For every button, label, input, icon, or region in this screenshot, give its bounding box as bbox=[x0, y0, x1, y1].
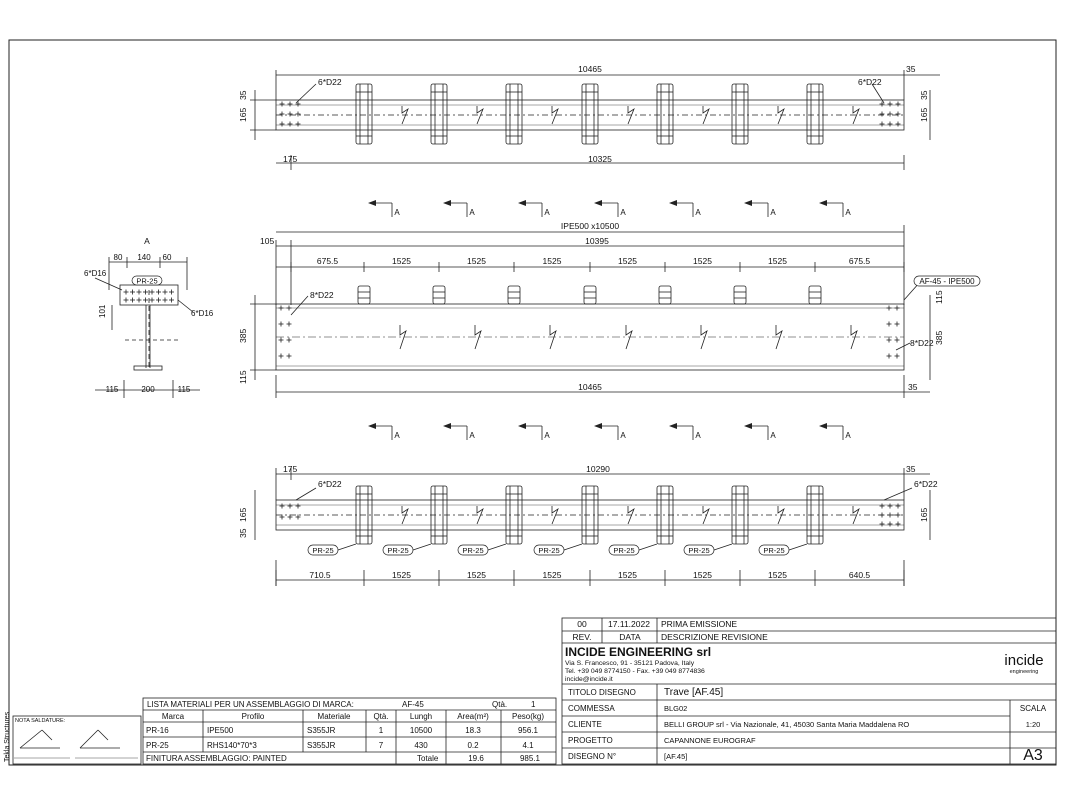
desc-label: DESCRIZIONE REVISIONE bbox=[661, 632, 768, 642]
materials-title: LISTA MATERIALI PER UN ASSEMBLAGGIO DI MARCA: bbox=[147, 700, 354, 709]
top-plates bbox=[356, 84, 859, 144]
commessa-label: COMMESSA bbox=[568, 704, 615, 713]
materials-finish: FINITURA ASSEMBLAGGIO: PAINTED bbox=[146, 754, 287, 763]
bottom-plate-tags bbox=[308, 486, 859, 555]
bottom-bolts-left: 6*D22 bbox=[318, 479, 342, 489]
progetto-label: PROGETTO bbox=[568, 736, 613, 745]
disegno-label: DISEGNO N° bbox=[568, 752, 617, 761]
bottom-spacing-label: 1525 bbox=[542, 570, 562, 580]
section-mark bbox=[594, 200, 626, 217]
company-phone: Tel. +39 049 8774150 - Fax. +39 049 8774836 bbox=[565, 668, 705, 675]
top-stiffener-plate bbox=[506, 84, 522, 144]
top-stiffener-plate bbox=[582, 84, 598, 144]
front-left-offset-dim: 105 bbox=[260, 236, 275, 246]
materials-cell: RHS140*70*3 bbox=[207, 741, 257, 750]
materials-cell: 1 bbox=[378, 726, 384, 735]
bolt-group-left bbox=[280, 102, 301, 127]
top-bolts-right: 6*D22 bbox=[858, 77, 882, 87]
section-mark bbox=[744, 200, 776, 217]
section-mark-label: A bbox=[544, 431, 550, 440]
materials-header-cell: Peso(kg) bbox=[511, 712, 545, 721]
section-mark-label: A bbox=[845, 208, 851, 217]
plate-tag-label: PR-25 bbox=[538, 546, 560, 555]
bottom-height-b: 35 bbox=[238, 528, 248, 538]
bolt-group-right bbox=[880, 102, 901, 127]
materials-header-cell: Marca bbox=[161, 712, 185, 721]
bottom-inner-dim: 10290 bbox=[586, 464, 610, 474]
top-stiffener-plate bbox=[431, 84, 447, 144]
materials-total-weight: 985.1 bbox=[519, 754, 541, 763]
bolt-group-left bbox=[280, 504, 301, 520]
section-dim-top-1: 80 bbox=[113, 253, 123, 262]
bottom-right-edge-dim: 35 bbox=[906, 464, 916, 474]
materials-headers bbox=[162, 712, 544, 721]
company-name: INCIDE ENGINEERING srl bbox=[565, 645, 712, 659]
front-height: 385 bbox=[238, 328, 248, 343]
section-marks-bottom bbox=[368, 423, 851, 440]
disegno-value: [AF.45] bbox=[664, 752, 688, 761]
plate-tag bbox=[609, 544, 657, 555]
materials-header-cell: Lungh bbox=[409, 712, 433, 721]
materials-cell: 430 bbox=[414, 741, 428, 750]
front-bolts-right: 8*D22 bbox=[910, 338, 934, 348]
company-address: Via S. Francesco, 91 - 35121 Padova, Italy bbox=[565, 660, 695, 667]
top-stiffener-plate bbox=[732, 84, 748, 144]
company-email: incide@incide.it bbox=[565, 676, 613, 683]
plate-tag-label: PR-25 bbox=[387, 546, 409, 555]
incide-logo-sub: engineering bbox=[1009, 669, 1039, 675]
materials-header-cell: Profilo bbox=[241, 712, 265, 721]
section-dim-top-3: 60 bbox=[162, 253, 172, 262]
section-mark-label: A bbox=[394, 208, 400, 217]
section-mark bbox=[819, 423, 851, 440]
materials-cell: 10500 bbox=[409, 726, 433, 735]
materials-mark: AF-45 bbox=[402, 700, 424, 709]
front-stiffener bbox=[809, 286, 821, 304]
top-right-edge-dim: 35 bbox=[906, 64, 916, 74]
top-height-a: 35 bbox=[238, 90, 248, 100]
materials-rows bbox=[146, 726, 539, 750]
materials-cell: 0.2 bbox=[467, 741, 479, 750]
section-mark-label: A bbox=[770, 208, 776, 217]
top-height-d: 165 bbox=[919, 107, 929, 122]
bottom-bolts-right: 6*D22 bbox=[914, 479, 938, 489]
plate-tag bbox=[534, 544, 582, 555]
plate-tag-label: PR-25 bbox=[688, 546, 710, 555]
section-mark-label: A bbox=[845, 431, 851, 440]
section-mark-label: A bbox=[770, 431, 776, 440]
top-height-b: 165 bbox=[238, 107, 248, 122]
top-inner-dim: 10325 bbox=[588, 154, 612, 164]
materials-cell: 18.3 bbox=[465, 726, 481, 735]
bottom-spacing-label: 640.5 bbox=[848, 570, 871, 580]
cliente-label: CLIENTE bbox=[568, 720, 602, 729]
top-stiffener-plate bbox=[807, 84, 823, 144]
front-mark-label: AF-45 - IPE500 bbox=[919, 277, 975, 286]
section-mark-label: A bbox=[620, 208, 626, 217]
materials-cell: 956.1 bbox=[517, 726, 539, 735]
cliente-value: BELLI GROUP srl - Via Nazionale, 41, 45030 Santa Maria Maddalena RO bbox=[664, 720, 910, 729]
front-spacing-label: 675.5 bbox=[848, 256, 871, 266]
section-bolts-right: 6*D16 bbox=[191, 309, 214, 318]
front-spacing-label: 1525 bbox=[542, 256, 562, 266]
top-stiffener-plate bbox=[657, 84, 673, 144]
top-stiffener-plate bbox=[356, 84, 372, 144]
section-mark-label: A bbox=[620, 431, 626, 440]
materials-total-area: 19.6 bbox=[468, 754, 484, 763]
section-mark bbox=[443, 423, 475, 440]
materials-header-cell: Qtà. bbox=[373, 712, 389, 721]
section-dim-bottom-2: 200 bbox=[141, 385, 155, 394]
section-mark bbox=[594, 423, 626, 440]
materials-header-cell: Area(m²) bbox=[457, 712, 489, 721]
section-plate-label: PR-25 bbox=[136, 276, 158, 286]
section-mark bbox=[669, 423, 701, 440]
bottom-spacing-label: 1525 bbox=[467, 570, 486, 580]
front-stiffener bbox=[358, 286, 370, 304]
bottom-height-c: 165 bbox=[919, 507, 929, 522]
incide-logo: incide bbox=[1004, 652, 1044, 669]
bottom-left-offset-dim: 175 bbox=[283, 464, 298, 474]
plate-tag bbox=[684, 544, 732, 555]
section-dim-bottom-3: 115 bbox=[177, 385, 191, 394]
materials-cell: PR-25 bbox=[146, 741, 169, 750]
section-height: 101 bbox=[98, 304, 107, 318]
section-mark-label: A bbox=[394, 431, 400, 440]
scala-value: 1:20 bbox=[1025, 720, 1041, 729]
top-left-offset-dim: 175 bbox=[283, 154, 298, 164]
plate-tag-label: PR-25 bbox=[312, 546, 334, 555]
section-mark bbox=[443, 200, 475, 217]
front-overall-dim: 10465 bbox=[578, 382, 602, 392]
front-stiffener bbox=[584, 286, 596, 304]
section-dim-top-2: 140 bbox=[137, 253, 151, 262]
front-spacing-label: 675.5 bbox=[316, 256, 339, 266]
materials-qty-label: Qtà. bbox=[492, 700, 508, 709]
top-height-c: 35 bbox=[919, 90, 929, 100]
format-value: A3 bbox=[1023, 747, 1043, 764]
section-marks-top bbox=[368, 200, 851, 217]
bottom-spacing-label: 1525 bbox=[768, 570, 787, 580]
weld-note-title: NOTA SALDATURE: bbox=[15, 718, 66, 724]
section-mark-label: A bbox=[695, 431, 701, 440]
rev-number: 00 bbox=[577, 619, 587, 629]
front-height-right: 385 bbox=[934, 330, 944, 345]
front-stiffener bbox=[734, 286, 746, 304]
title-value: Trave [AF.45] bbox=[664, 687, 724, 698]
front-inner-dim: 10395 bbox=[585, 236, 609, 246]
section-mark-label: A bbox=[544, 208, 550, 217]
rev-label: REV. bbox=[572, 632, 592, 642]
materials-qty: 1 bbox=[531, 700, 536, 709]
section-mark bbox=[368, 200, 400, 217]
bottom-spacing-label: 1525 bbox=[618, 570, 637, 580]
section-mark bbox=[669, 200, 701, 217]
front-spacing-label: 1525 bbox=[392, 256, 411, 266]
front-stiffener bbox=[508, 286, 520, 304]
plate-tag bbox=[308, 544, 356, 555]
bolt-group-right bbox=[880, 504, 901, 527]
materials-cell: IPE500 bbox=[207, 726, 234, 735]
bottom-height-a: 165 bbox=[238, 507, 248, 522]
front-spacing-label: 1525 bbox=[693, 256, 712, 266]
section-mark-label: A bbox=[469, 208, 475, 217]
tekla-side-label: Tekla Structures bbox=[4, 711, 11, 762]
front-spacing-dims bbox=[291, 256, 904, 272]
rev-date: 17.11.2022 bbox=[608, 619, 650, 629]
top-bolts-left: 6*D22 bbox=[318, 77, 342, 87]
front-spacing-label: 1525 bbox=[618, 256, 637, 266]
bottom-spacing-label: 1525 bbox=[392, 570, 411, 580]
materials-cell: S355JR bbox=[307, 726, 336, 735]
sheet-frame bbox=[9, 40, 1056, 765]
materials-total-label: Totale bbox=[417, 754, 439, 763]
top-overall-dim: 10465 bbox=[578, 64, 602, 74]
plate-tag bbox=[759, 544, 807, 555]
section-mark-label: A bbox=[695, 208, 701, 217]
front-bottom-left: 115 bbox=[238, 370, 248, 384]
plate-tag bbox=[458, 544, 506, 555]
materials-cell: 7 bbox=[378, 741, 384, 750]
section-mark-label: A bbox=[469, 431, 475, 440]
bottom-spacing-dims bbox=[276, 570, 904, 586]
section-a-title: A bbox=[144, 236, 150, 246]
front-top-right: 115 bbox=[934, 290, 944, 304]
front-right-edge-dim: 35 bbox=[908, 382, 918, 392]
materials-header-cell: Materiale bbox=[317, 712, 351, 721]
materials-cell: 4.1 bbox=[522, 741, 534, 750]
front-view bbox=[250, 225, 930, 398]
front-spacing-label: 1525 bbox=[768, 256, 787, 266]
front-spacing-label: 1525 bbox=[467, 256, 486, 266]
front-bolt-group-right bbox=[887, 306, 900, 359]
materials-cell: S355JR bbox=[307, 741, 336, 750]
rev-description: PRIMA EMISSIONE bbox=[661, 619, 738, 629]
date-label: DATA bbox=[619, 632, 641, 642]
title-label: TITOLO DISEGNO bbox=[568, 688, 636, 697]
section-mark bbox=[744, 423, 776, 440]
progetto-value: CAPANNONE EUROGRAF bbox=[664, 736, 756, 745]
section-mark bbox=[518, 200, 550, 217]
section-dim-bottom-1: 115 bbox=[105, 385, 119, 394]
front-stiffener bbox=[433, 286, 445, 304]
front-stiffener bbox=[659, 286, 671, 304]
bottom-spacing-label: 710.5 bbox=[309, 570, 331, 580]
plate-tag-label: PR-25 bbox=[763, 546, 785, 555]
front-profile-label: IPE500 x10500 bbox=[560, 221, 620, 231]
plate-tag-label: PR-25 bbox=[613, 546, 635, 555]
commessa-value: BLG02 bbox=[664, 704, 688, 713]
front-bolt-group-left bbox=[279, 306, 292, 359]
scala-label: SCALA bbox=[1019, 704, 1047, 713]
section-mark bbox=[819, 200, 851, 217]
bottom-spacing-label: 1525 bbox=[693, 570, 712, 580]
front-bolts-left: 8*D22 bbox=[310, 290, 334, 300]
section-mark bbox=[518, 423, 550, 440]
section-mark bbox=[368, 423, 400, 440]
materials-cell: PR-16 bbox=[146, 726, 169, 735]
front-bolt-groups bbox=[279, 286, 900, 359]
plate-tag bbox=[383, 544, 431, 555]
section-bolts-left: 6*D16 bbox=[84, 269, 107, 278]
plate-tag-label: PR-25 bbox=[462, 546, 484, 555]
